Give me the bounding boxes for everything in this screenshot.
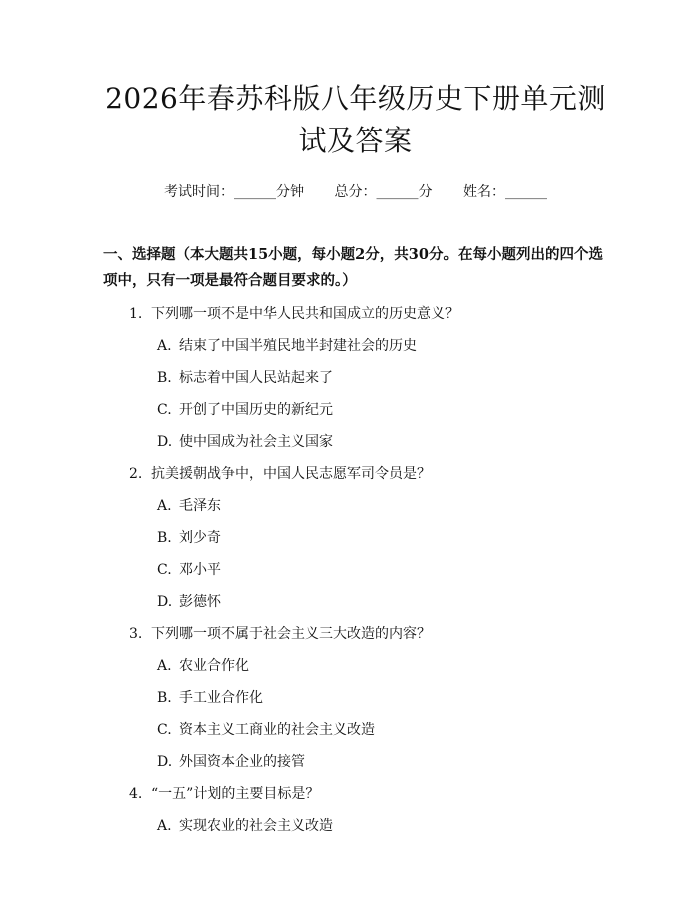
option-text: 结束了中国半殖民地半封建社会的历史: [179, 338, 417, 354]
option-c: [157, 400, 608, 420]
option-text: 农业合作化: [179, 658, 249, 674]
option-c: [157, 560, 608, 580]
option-text: 标志着中国人民站起来了: [179, 370, 333, 386]
option-text: 毛泽东: [179, 498, 221, 514]
option-letter: A.: [157, 658, 172, 674]
question: [103, 304, 608, 452]
option-letter: B.: [157, 370, 172, 386]
option-letter: A.: [157, 338, 172, 354]
question-stem: [103, 784, 608, 804]
option-d: [157, 592, 608, 612]
option-text: 刘少奇: [179, 530, 221, 546]
option-letter: C.: [157, 562, 172, 578]
option-text: 资本主义工商业的社会主义改造: [179, 722, 375, 738]
option-a: [157, 336, 608, 356]
question: [103, 784, 608, 836]
option-b: [157, 688, 608, 708]
question: [103, 464, 608, 612]
question-options: [103, 816, 608, 836]
question-number: 1.: [129, 306, 143, 322]
option-text: 手工业合作化: [179, 690, 263, 706]
question-stem: [103, 624, 608, 644]
option-text: 实现农业的社会主义改造: [179, 818, 333, 834]
question-text: “一五”计划的主要目标是？: [151, 786, 320, 802]
option-letter: A.: [157, 818, 172, 834]
question-number: 3.: [129, 626, 143, 642]
option-b: [157, 368, 608, 388]
option-c: [157, 720, 608, 740]
exam-time-field: 考试时间：______分钟: [164, 184, 305, 200]
option-text: 彭德怀: [179, 594, 221, 610]
option-letter: B.: [157, 530, 172, 546]
option-letter: C.: [157, 402, 172, 418]
question-list: [103, 304, 608, 836]
option-letter: A.: [157, 498, 172, 514]
question: [103, 624, 608, 772]
question-options: [103, 336, 608, 452]
option-b: [157, 528, 608, 548]
option-letter: D.: [157, 434, 173, 450]
option-letter: B.: [157, 690, 172, 706]
question-stem: [103, 304, 608, 324]
option-a: [157, 816, 608, 836]
question-options: [103, 656, 608, 772]
option-letter: D.: [157, 594, 173, 610]
option-text: 开创了中国历史的新纪元: [179, 402, 333, 418]
option-text: 使中国成为社会主义国家: [179, 434, 333, 450]
question-text: 下列哪一项不属于社会主义三大改造的内容？: [151, 626, 431, 642]
option-text: 外国资本企业的接管: [179, 754, 305, 770]
option-letter: C.: [157, 722, 172, 738]
question-text: 抗美援朝战争中，中国人民志愿军司令员是？: [151, 466, 431, 482]
question-number: 4.: [129, 786, 143, 802]
section-heading: 一、选择题（本大题共15小题，每小题2分，共30分。在每小题列出的四个选项中，只有一项是最符合题目要求的。）: [103, 246, 603, 289]
exam-info: [103, 182, 608, 202]
student-name-field: 姓名：______: [462, 184, 547, 200]
question-number: 2.: [129, 466, 143, 482]
option-d: [157, 752, 608, 772]
total-score-field: 总分：______分: [334, 184, 433, 200]
option-text: 邓小平: [179, 562, 221, 578]
question-stem: [103, 464, 608, 484]
option-letter: D.: [157, 754, 173, 770]
option-d: [157, 432, 608, 452]
option-a: [157, 656, 608, 676]
document-title: 2026年春苏科版八年级历史下册单元测试及答案: [105, 82, 606, 157]
question-options: [103, 496, 608, 612]
question-text: 下列哪一项不是中华人民共和国成立的历史意义？: [151, 306, 459, 322]
option-a: [157, 496, 608, 516]
